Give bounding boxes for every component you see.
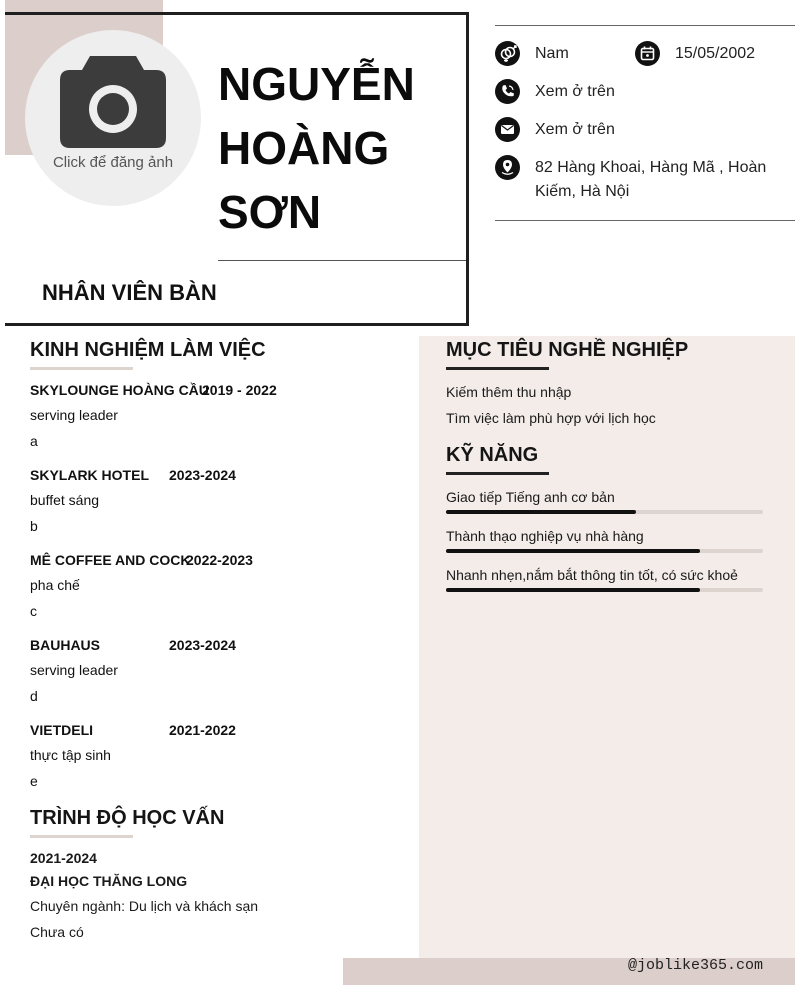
skill-bar-track: [446, 588, 763, 592]
gender-value: Nam: [535, 45, 569, 62]
job-company: MÊ COFFEE AND COCK: [30, 552, 191, 568]
job-years: 2021-2022: [169, 722, 236, 738]
skills-underline: [446, 472, 549, 475]
birthday-value: 15/05/2002: [675, 45, 756, 62]
skill-label: Thành thạo nghiệp vụ nhà hàng: [446, 528, 644, 544]
experience-underline: [30, 367, 133, 370]
job-description: c: [30, 603, 37, 619]
footer-watermark: @joblike365.com: [628, 957, 764, 974]
gender-icon: [495, 41, 520, 66]
objective-line: Tìm việc làm phù hợp với lịch học: [446, 410, 656, 426]
job-role: buffet sáng: [30, 492, 100, 508]
skill-label: Nhanh nhẹn,nắm bắt thông tin tốt, có sức khoẻ: [446, 567, 738, 583]
education-title: TRÌNH ĐỘ HỌC VẤN: [30, 807, 225, 829]
phone-icon: [495, 79, 520, 104]
job-years: 2023-2024: [169, 637, 236, 653]
job-years: 2023-2024: [169, 467, 236, 483]
job-company: SKYLOUNGE HOÀNG CẦU: [30, 382, 209, 398]
phone-value: Xem ở trên: [535, 83, 615, 100]
objective-line: Kiếm thêm thu nhập: [446, 384, 572, 400]
job-description: d: [30, 688, 38, 704]
job-description: e: [30, 773, 38, 789]
job-years: 2019 - 2022: [202, 382, 277, 398]
full-name: [218, 52, 463, 244]
name-line-3: SƠN: [218, 186, 322, 238]
education-note: Chưa có: [30, 924, 84, 940]
right-panel: [419, 336, 795, 958]
name-line-2: HOÀNG: [218, 122, 390, 174]
job-company: BAUHAUS: [30, 637, 100, 653]
objective-title: MỤC TIÊU NGHỀ NGHIỆP: [446, 339, 689, 361]
address-value: 82 Hàng Khoai, Hàng Mã , Hoàn Kiếm, Hà Nội: [535, 159, 767, 200]
education-major: Chuyên ngành: Du lịch và khách sạn: [30, 898, 259, 914]
education-years: 2021-2024: [30, 850, 97, 866]
education-underline: [30, 835, 133, 838]
contact-top-divider: [495, 25, 795, 26]
photo-upload-hint: Click để đăng ảnh: [52, 154, 174, 171]
avatar[interactable]: [25, 30, 201, 206]
contact-bottom-divider: [495, 220, 795, 221]
job-role: serving leader: [30, 662, 118, 678]
job-years: 2022-2023: [186, 552, 253, 568]
skill-bar-fill: [446, 510, 636, 514]
job-description: b: [30, 518, 38, 534]
camera-icon: [60, 56, 166, 148]
skill-label: Giao tiếp Tiếng anh cơ bản: [446, 489, 615, 505]
skills-title: KỸ NĂNG: [446, 444, 539, 466]
objective-underline: [446, 367, 549, 370]
skill-bar-fill: [446, 549, 700, 553]
skill-bar-track: [446, 510, 763, 514]
job-company: VIETDELI: [30, 722, 94, 738]
job-role: serving leader: [30, 407, 118, 423]
job-description: a: [30, 433, 38, 449]
education-school: ĐẠI HỌC THĂNG LONG: [30, 873, 188, 889]
job-company: SKYLARK HOTEL: [30, 467, 149, 483]
name-line-1: NGUYỄN: [218, 58, 415, 110]
name-divider: [218, 260, 466, 261]
job-position: NHÂN VIÊN BÀN: [42, 280, 217, 305]
skill-bar-track: [446, 549, 763, 553]
location-icon: [495, 155, 520, 180]
calendar-icon: [635, 41, 660, 66]
mail-icon: [495, 117, 520, 142]
job-role: pha chế: [30, 577, 80, 593]
skill-bar-fill: [446, 588, 700, 592]
job-role: thực tập sinh: [30, 747, 111, 763]
experience-title: KINH NGHIỆM LÀM VIỆC: [30, 339, 266, 361]
email-value: Xem ở trên: [535, 121, 615, 138]
